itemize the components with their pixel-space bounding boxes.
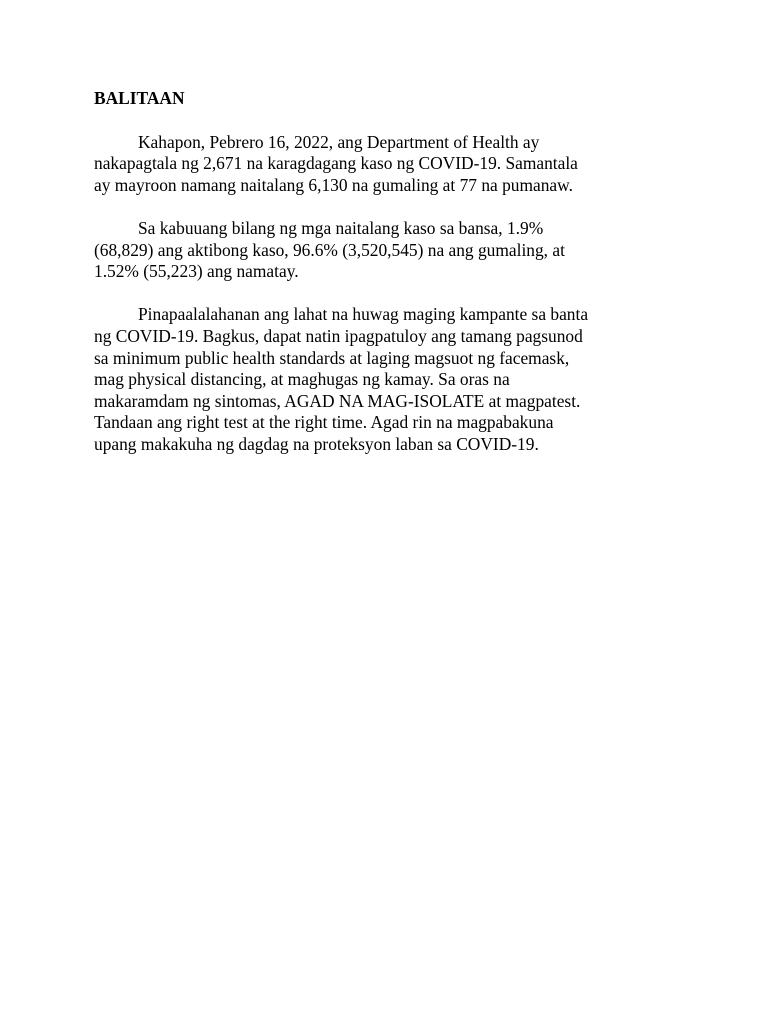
paragraph-line: (68,829) ang aktibong kaso, 96.6% (3,520,545) na ang gumaling, at [94,239,565,260]
paragraph-line: 1.52% (55,223) ang namatay. [94,261,299,282]
paragraph-3 [94,304,694,455]
paragraph-line: nakapagtala ng 2,671 na karagdagang kaso ng COVID-19. Samantala [94,153,578,174]
paragraph-1 [94,132,694,197]
paragraph-line: upang makakuha ng dagdag na proteksyon laban sa COVID-19. [94,433,539,454]
paragraph-line: Kahapon, Pebrero 16, 2022, ang Department of Health ay [138,131,540,152]
paragraph-line: Tandaan ang right test at the right time. Agad rin na magpabakuna [94,412,554,433]
paragraph-line: ng COVID-19. Bagkus, dapat natin ipagpatuloy ang tamang pagsunod [94,325,583,346]
paragraph-line: Sa kabuuang bilang ng mga naitalang kaso sa bansa, 1.9% [138,217,544,238]
paragraph-line: ay mayroon namang naitalang 6,130 na gumaling at 77 na pumanaw. [94,174,573,195]
document-title: BALITAAN [94,88,185,108]
paragraph-line: Pinapaalalahanan ang lahat na huwag maging kampante sa banta [138,304,589,325]
paragraph-line: makaramdam ng sintomas, AGAD NA MAG-ISOLATE at magpatest. [94,390,581,411]
document-body [94,88,694,477]
paragraph-line: sa minimum public health standards at laging magsuot ng facemask, [94,347,570,368]
paragraph-line: mag physical distancing, at maghugas ng kamay. Sa oras na [94,369,510,390]
paragraph-2 [94,218,694,283]
